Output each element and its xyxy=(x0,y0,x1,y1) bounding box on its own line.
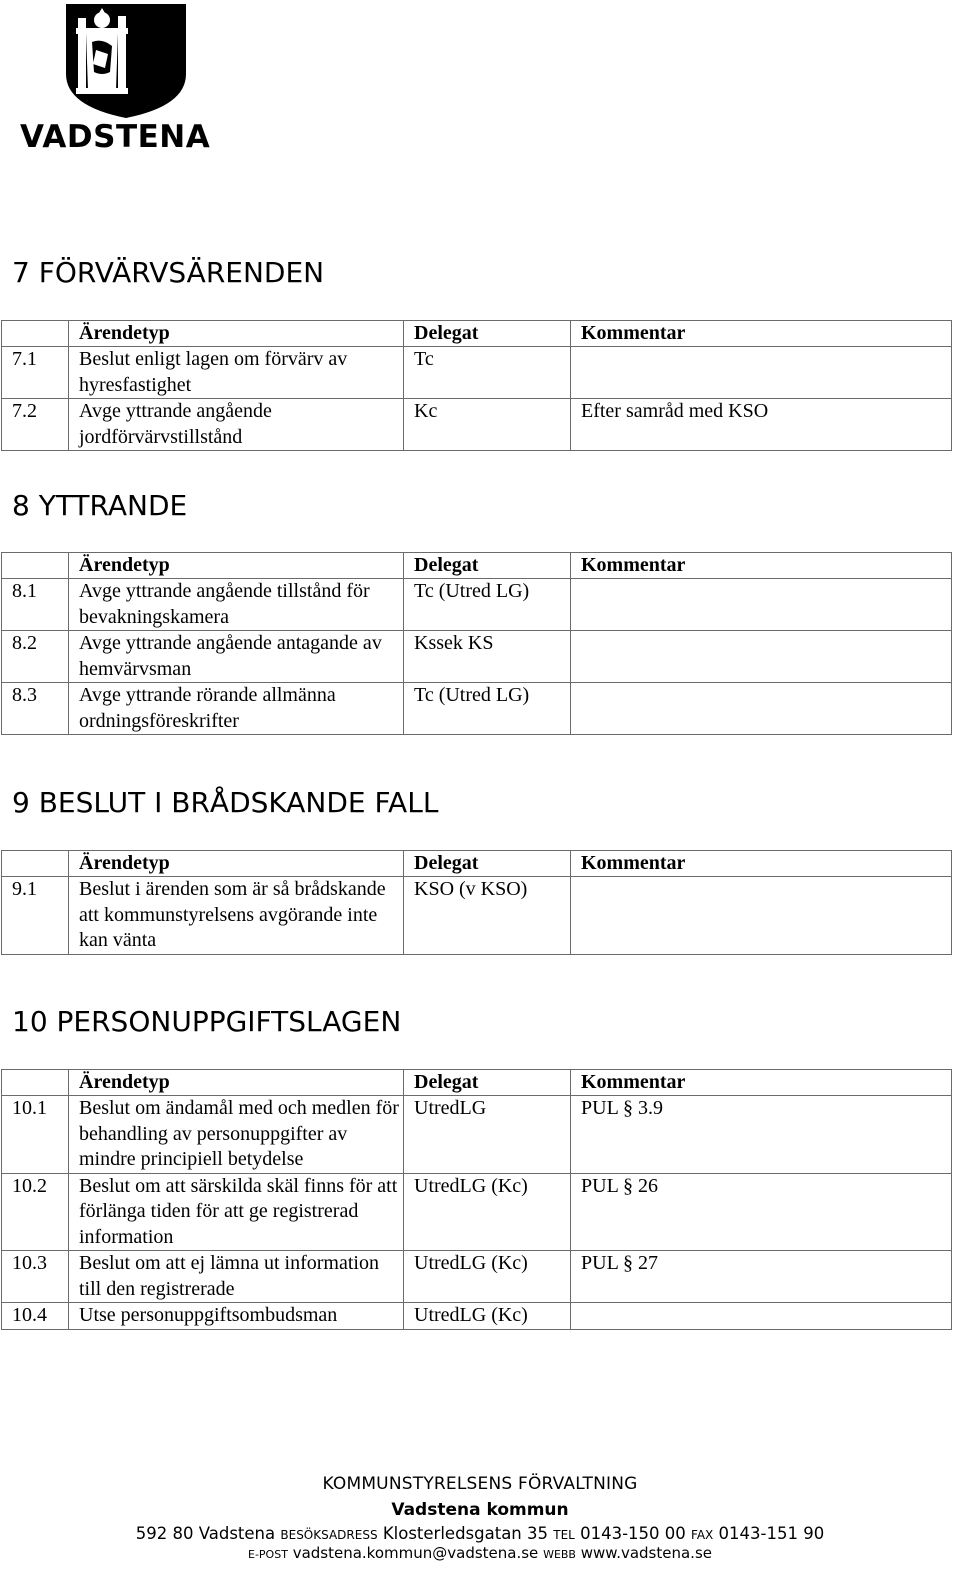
row-kommentar xyxy=(571,579,952,631)
row-kommentar: Efter samråd med KSO xyxy=(571,399,952,451)
row-number: 8.2 xyxy=(2,631,69,683)
header-blank xyxy=(2,553,69,579)
row-arendetyp: Avge yttrande angående tillstånd för bevakningskamera xyxy=(69,579,404,631)
table-row xyxy=(2,1096,952,1174)
row-kommentar: PUL § 27 xyxy=(571,1251,952,1303)
table-row xyxy=(2,1303,952,1330)
header-blank xyxy=(2,851,69,877)
row-kommentar: PUL § 3.9 xyxy=(571,1096,952,1174)
delegation-table-8 xyxy=(1,552,952,735)
column-header-kommentar: Kommentar xyxy=(571,553,952,579)
municipal-logo xyxy=(10,2,211,155)
column-header-arendetyp: Ärendetyp xyxy=(69,553,404,579)
footer-tel: 0143-150 00 xyxy=(580,1524,686,1543)
row-number: 7.1 xyxy=(2,347,69,399)
table-header-row xyxy=(2,1070,952,1096)
row-arendetyp: Beslut om att ej lämna ut information till den registrerade xyxy=(69,1251,404,1303)
row-delegat: UtredLG (Kc) xyxy=(404,1303,571,1330)
row-kommentar xyxy=(571,683,952,735)
column-header-delegat: Delegat xyxy=(404,321,571,347)
row-delegat: Kc xyxy=(404,399,571,451)
footer-email[interactable]: vadstena.kommun@vadstena.se xyxy=(292,1544,539,1562)
table-row xyxy=(2,683,952,735)
column-header-arendetyp: Ärendetyp xyxy=(69,321,404,347)
table-header-row xyxy=(2,851,952,877)
column-header-kommentar: Kommentar xyxy=(571,1070,952,1096)
row-delegat: Kssek KS xyxy=(404,631,571,683)
row-arendetyp: Avge yttrande rörande allmänna ordningsföreskrifter xyxy=(69,683,404,735)
row-number: 8.3 xyxy=(2,683,69,735)
delegation-table-10 xyxy=(1,1069,952,1330)
row-number: 10.1 xyxy=(2,1096,69,1174)
footer-web-label: WEBB xyxy=(543,1548,576,1561)
footer-contact-line xyxy=(0,1544,960,1562)
row-delegat: Tc (Utred LG) xyxy=(404,683,571,735)
row-kommentar xyxy=(571,631,952,683)
footer-postal: 592 80 Vadstena xyxy=(135,1524,276,1543)
header-blank xyxy=(2,1070,69,1096)
row-number: 10.3 xyxy=(2,1251,69,1303)
section-title-8: 8 YTTRANDE xyxy=(12,489,188,522)
row-arendetyp: Beslut om ändamål med och medlen för behandling av personuppgifter av mindre principiell betydelse xyxy=(69,1096,404,1174)
table-row xyxy=(2,631,952,683)
row-delegat: UtredLG xyxy=(404,1096,571,1174)
vadstena-coat-of-arms-icon xyxy=(56,2,196,120)
table-header-row xyxy=(2,553,952,579)
footer-kommun: Vadstena kommun xyxy=(391,1500,569,1520)
section-title-9: 9 BESLUT I BRÅDSKANDE FALL xyxy=(12,786,439,819)
page-footer xyxy=(0,1474,960,1562)
row-arendetyp: Utse personuppgiftsombudsman xyxy=(69,1303,404,1330)
row-kommentar xyxy=(571,877,952,955)
logo-wordmark: VADSTENA xyxy=(20,119,211,155)
row-delegat: UtredLG (Kc) xyxy=(404,1251,571,1303)
footer-fax: 0143-151 90 xyxy=(718,1524,825,1543)
delegation-table-9 xyxy=(1,850,952,955)
row-delegat: Tc xyxy=(404,347,571,399)
footer-web[interactable]: www.vadstena.se xyxy=(580,1544,712,1562)
row-kommentar xyxy=(571,1303,952,1330)
row-kommentar xyxy=(571,347,952,399)
row-arendetyp: Avge yttrande angående antagande av hemvärvsman xyxy=(69,631,404,683)
delegation-table-7 xyxy=(1,320,952,451)
footer-email-label: E-POST xyxy=(248,1548,288,1561)
column-header-kommentar: Kommentar xyxy=(571,851,952,877)
footer-visit-label: BESÖKSADRESS xyxy=(280,1528,378,1542)
column-header-arendetyp: Ärendetyp xyxy=(69,1070,404,1096)
section-title-10: 10 PERSONUPPGIFTSLAGEN xyxy=(12,1005,402,1038)
row-number: 10.2 xyxy=(2,1173,69,1251)
column-header-delegat: Delegat xyxy=(404,553,571,579)
footer-address-line xyxy=(0,1524,960,1543)
table-row xyxy=(2,579,952,631)
row-arendetyp: Beslut i ärenden som är så brådskande att kommunstyrelsens avgörande inte kan vänta xyxy=(69,877,404,955)
table-header-row xyxy=(2,321,952,347)
footer-tel-label: TEL xyxy=(553,1528,575,1542)
row-delegat: KSO (v KSO) xyxy=(404,877,571,955)
header-blank xyxy=(2,321,69,347)
footer-fax-label: FAX xyxy=(691,1528,714,1542)
table-row xyxy=(2,399,952,451)
column-header-delegat: Delegat xyxy=(404,1070,571,1096)
row-number: 10.4 xyxy=(2,1303,69,1330)
column-header-arendetyp: Ärendetyp xyxy=(69,851,404,877)
row-arendetyp: Beslut enligt lagen om förvärv av hyresfastighet xyxy=(69,347,404,399)
row-arendetyp: Beslut om att särskilda skäl finns för att förlänga tiden för att ge registrerad information xyxy=(69,1173,404,1251)
footer-organization: KOMMUNSTYRELSENS FÖRVALTNING xyxy=(322,1474,638,1494)
row-delegat: UtredLG (Kc) xyxy=(404,1173,571,1251)
column-header-delegat: Delegat xyxy=(404,851,571,877)
row-kommentar: PUL § 26 xyxy=(571,1173,952,1251)
row-arendetyp: Avge yttrande angående jordförvärvstillstånd xyxy=(69,399,404,451)
table-row xyxy=(2,1251,952,1303)
column-header-kommentar: Kommentar xyxy=(571,321,952,347)
row-number: 8.1 xyxy=(2,579,69,631)
row-delegat: Tc (Utred LG) xyxy=(404,579,571,631)
table-row xyxy=(2,877,952,955)
row-number: 7.2 xyxy=(2,399,69,451)
table-row xyxy=(2,347,952,399)
table-row xyxy=(2,1173,952,1251)
section-title-7: 7 FÖRVÄRVSÄRENDEN xyxy=(12,256,325,289)
row-number: 9.1 xyxy=(2,877,69,955)
footer-visit: Klosterledsgatan 35 xyxy=(382,1524,548,1543)
